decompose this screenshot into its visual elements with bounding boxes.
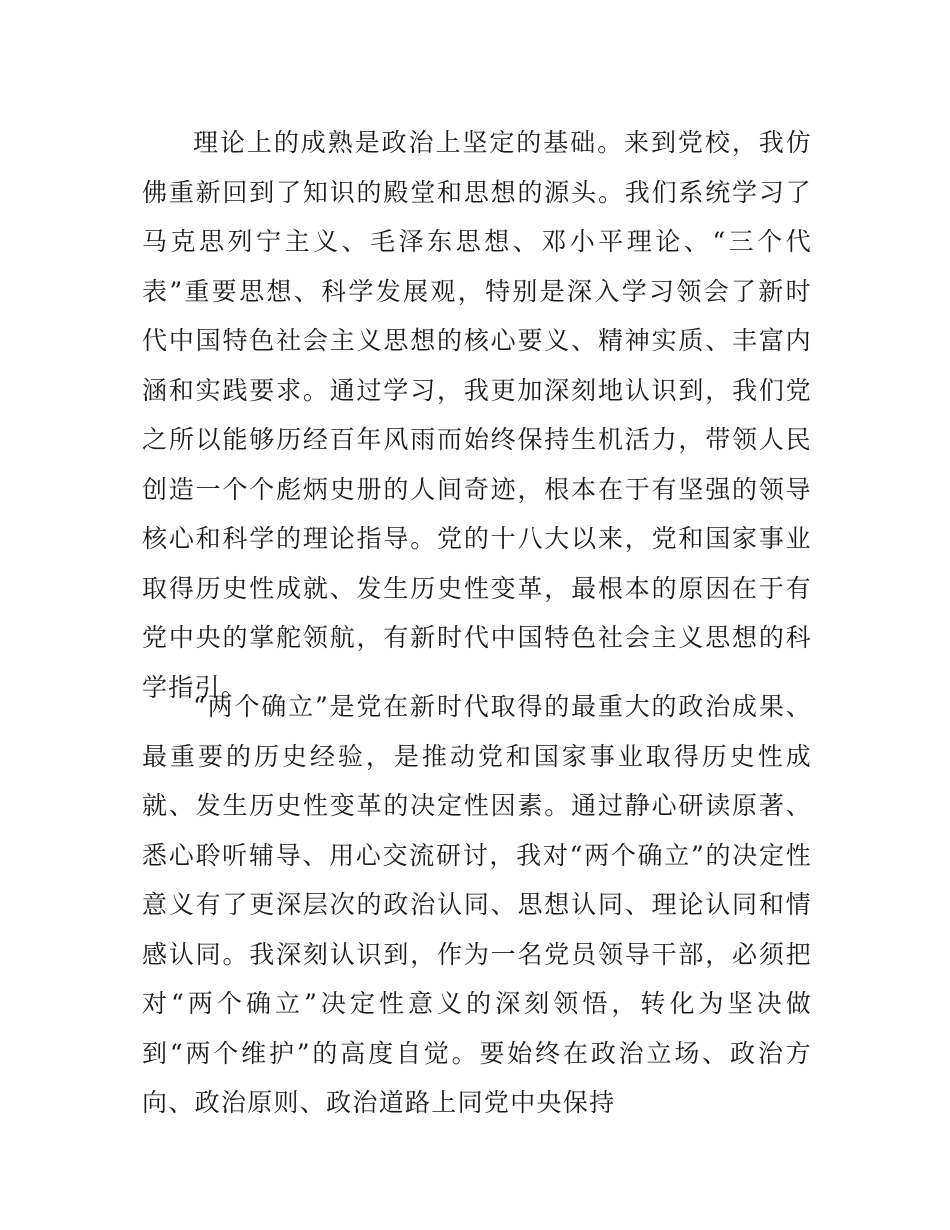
paragraph-theory-maturity: 理论上的成熟是政治上坚定的基础。来到党校，我仿佛重新回到了知识的殿堂和思想的源头。我们系统学习了马克思列宁主义、毛泽东思想、邓小平理论、“三个代表”重要思想、科学发展观，特别是深入学习领会了新时代中国特色社会主义思想的核心要义、精神实质、丰富内涵和实践要求。通过学习，我更加深刻地认识到，我们党之所以能够历经百年风雨而始终保持生机活力，带领人民创造一个个彪炳史册的人间奇迹，根本在于有坚强的领导核心和科学的理论指导。党的十八大以来，党和国家事业取得历史性成就、发生历史性变革，最根本的原因在于有党中央的掌舵领航，有新时代中国特色社会主义思想的科学指引。	[142, 128, 812, 702]
paragraph-two-establishments: “两个确立”是党在新时代取得的最重大的政治成果、最重要的历史经验，是推动党和国家事业取得历史性成就、发生历史性变革的决定性因素。通过静心研读原著、悉心聆听辅导、用心交流研讨，我对“两个确立”的决定性意义有了更深层次的政治认同、思想认同、理论认同和情感认同。我深刻认识到，作为一名党员领导干部，必须把对“两个确立”决定性意义的深刻领悟，转化为坚决做到“两个维护”的高度自觉。要始终在政治立场、政治方向、政治原则、政治道路上同党中央保持	[142, 692, 812, 1117]
